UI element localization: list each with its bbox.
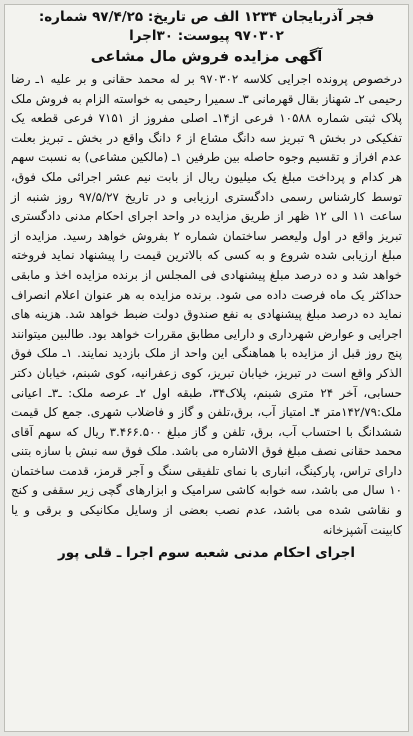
header-line-1: فجر آذربایجان ۱۲۳۴ الف ص تاریخ: ۹۷/۴/۲۵ شماره: [38, 9, 375, 25]
newspaper-clipping [4, 4, 409, 732]
header-line-2: ۹۷۰۳۰۲ پیوست: ۳۰اجرا [129, 28, 284, 44]
notice-title: آگهی مزایده فروش مال مشاعی [90, 49, 323, 65]
notice-footer: اجرای احکام مدنی شعبه سوم اجرا ـ قلی پور [58, 545, 355, 562]
notice-body: درخصوص پرونده اجرایی کلاسه ۹۷۰۳۰۲ بر له محمد حقانی و بر علیه ۱ـ رضا رحیمی ۲ـ شهناز بقال قهرمانی ۳ـ سمیرا رحیمی به خواسته الزام به فروش ملک پلاک ثبتی شماره ۱۰۵۸۸ فرعی از۱۴ـ اصلی مفروز از ۷۱۵۱ فرعی قطعه یک تفکیکی در بخش ۹ تبریز سه دانگ مشاع از ۶ دانگ واقع در بخش ـ تبریز بعلت عدم افراز و تقسیم وجوه حاصله بین طرفین ۱ـ (مالکین مشاعی) به نسبت سهم هر کدام و پرداخت مبلغ یک میلیون ریال از بابت نیم عشر اجرائی ملک فوق، توسط کارشناس رسمی دادگستری ارزیابی و در تاریخ ۹۷/۵/۲۷ روز شنبه از ساعت ۱۱ الی ۱۲ ظهر از طریق مزایده در واحد اجرای احکام مدنی دادگستری تبریز واقع در اول ولیعصر ساختمان شماره ۲ بفروش خواهد رسید. مزایده از مبلغ ارزیابی شده شروع و به کسی که بالاترین قیمت را پیشنهاد نماید فروخته خواهد شد و ده درصد مبلغ پیشنهادی فی المجلس از برنده مزایده اخذ و مابقی حداکثر یک ماه فرصت داده می شود. برنده مزایده به هر عنوان اعلام انصراف نماید ده درصد مبلغ پیشنهادی به نفع صندوق دولت ضبط خواهد شد. هزینه های اجرایی و عوارض شهرداری و دارایی مطابق مقررات خواهد بود. طالبین میتوانند پنج روز قبل از مزایده با هماهنگی این واحد از ملک بازدید نمایند. ۱ـ ملک فوق الذکر واقع است در تبریز، خیابان تبریز، کوی زعفرانیه، کوی شبنم، خیابان دکتر حسابی، آخر ۲۴ متری شبنم، پلاک۳۴، طبقه اول ۲ـ عرصه ملک: ـ۳ـ اعیانی ملک:۱۴۲/۷۹متر ۴ـ امتیاز آب، برق،تلفن و گاز و فاضلاب شهری. جمع کل قیمت ششدانگ با احتساب آب، برق، تلفن و گاز مبلغ ۳.۴۶۶.۵۰۰ ریال که سهم آقای محمد حقانی نصف مبلغ فوق الاشاره می باشد. ملک فوق سه نبش با سازه بتنی دارای تراس، پارکینگ، انباری با نمای تلفیقی سنگ و آجر قرمز، قدمت ساختمان ۱۰ سال می باشد، سه خوابه کاشی سرامیک و ابزارهای گچی زیر سقفی و کنج و نقاشی شده می باشد، عدم نصب بعضی از وسایل مکانیکی و برقی و یا کابینت آشپزخانه [11, 72, 403, 537]
